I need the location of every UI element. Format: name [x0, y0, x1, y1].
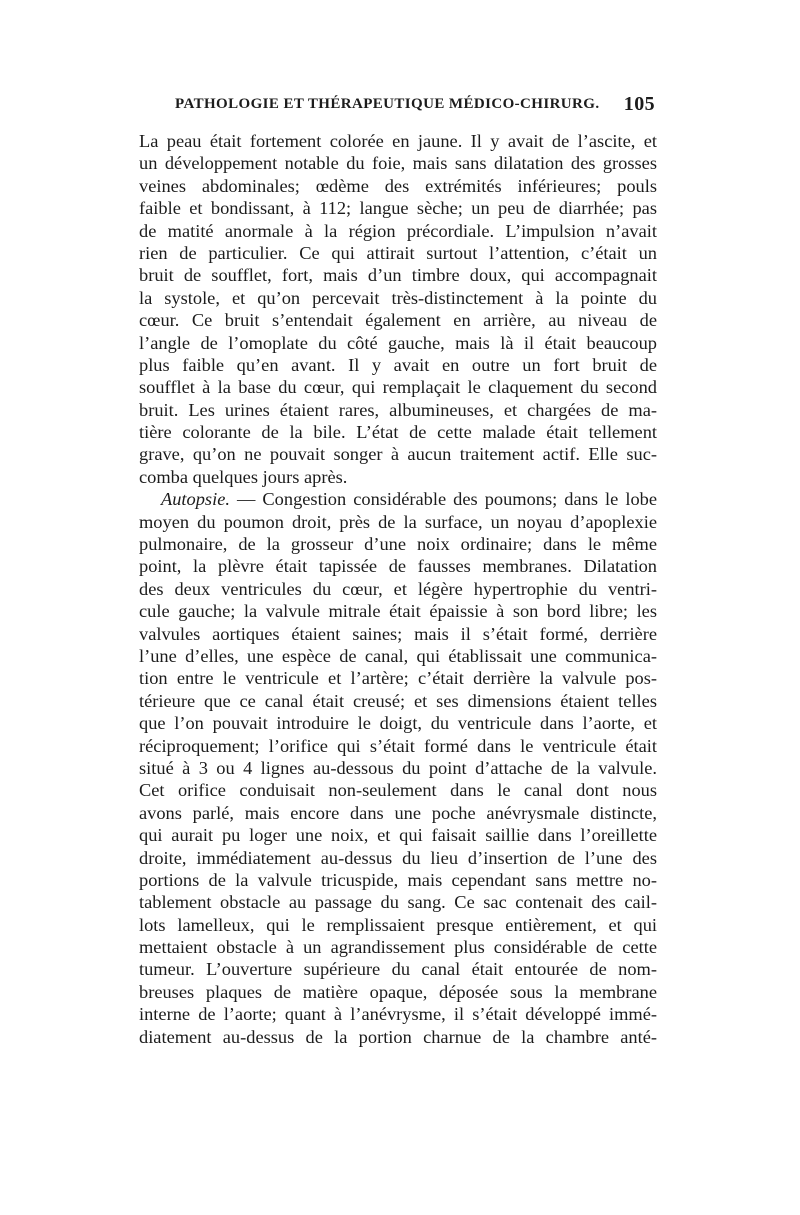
text-line: la systole, et qu’on percevait très-distinctement à la pointe du [139, 287, 657, 308]
text-line: réciproquement; l’orifice qui s’était formé dans le ventricule était [139, 735, 657, 756]
text-line: lots lamelleux, qui le remplissaient presque entièrement, et qui [139, 914, 657, 935]
text-line: Cet orifice conduisait non-seulement dans le canal dont nous [139, 780, 657, 801]
text-line: breuses plaques de matière opaque, déposée sous la membrane [139, 981, 657, 1002]
text-line: point, la plèvre était tapissée de fausses membranes. Dilatation [139, 556, 657, 577]
text-line: un développement notable du foie, mais sans dilatation des grosses [139, 153, 657, 174]
text-span: — Congestion considérable des poumons; dans le lobe [229, 489, 657, 510]
text-line: pulmonaire, de la grosseur d’une noix ordinaire; dans le même [139, 534, 657, 555]
text-line: l’une d’elles, une espèce de canal, qui établissait une communica- [139, 645, 657, 666]
text-line: tumeur. L’ouverture supérieure du canal était entourée de nom- [139, 959, 657, 980]
text-line: tière colorante de la bile. L’état de cette malade était tellement [139, 422, 657, 443]
text-line: tion entre le ventricule et l’artère; c’était derrière la valvule pos- [139, 668, 657, 689]
text-line: des deux ventricules du cœur, et légère hypertrophie du ventri- [139, 578, 657, 599]
text-line: soufflet à la base du cœur, qui remplaçait le claquement du second [139, 377, 657, 398]
text-line: La peau était fortement colorée en jaune. Il y avait de l’ascite, et [139, 131, 657, 151]
text-line: bruit. Les urines étaient rares, albumineuses, et chargées de ma- [139, 399, 657, 420]
text-line: interne de l’aorte; quant à l’anévrysme, il s’était développé immé- [139, 1004, 657, 1025]
text-line: rien de particulier. Ce qui attirait surtout l’attention, c’était un [139, 242, 657, 263]
text-line: valvules aortiques étaient saines; mais il s’était formé, derrière [139, 623, 657, 644]
text-line: grave, qu’on ne pouvait songer à aucun traitement actif. Elle suc- [139, 444, 657, 465]
text-line: moyen du poumon droit, près de la surface, un noyau d’apoplexie [139, 511, 657, 532]
section-title: Autopsie. [161, 489, 230, 510]
text-line: droite, immédiatement au-dessus du lieu d’insertion de l’une des [139, 847, 657, 868]
running-header [175, 93, 655, 120]
text-line: mettaient obstacle à un agrandissement plus considérable de cette [139, 937, 657, 958]
text-line: l’angle de l’omoplate du côté gauche, mais là il était beaucoup [139, 332, 657, 353]
text-line: cule gauche; la valvule mitrale était épaissie à son bord libre; les [139, 601, 657, 622]
text-line: bruit de soufflet, fort, mais d’un timbre doux, qui accompagnait [139, 265, 657, 286]
text-line: de matité anormale à la région précordiale. L’impulsion n’avait [139, 220, 657, 241]
text-line: cœur. Ce bruit s’entendait également en arrière, au niveau de [139, 310, 657, 331]
text-line: qui aurait pu loger une noix, et qui faisait saillie dans l’oreillette [139, 825, 657, 846]
text-line: faible et bondissant, à 112; langue sèche; un peu de diarrhée; pas [139, 198, 657, 219]
page-number: 105 [623, 93, 655, 115]
text-line: veines abdominales; œdème des extrémités inférieures; pouls [139, 175, 657, 196]
text-line: situé à 3 ou 4 lignes au-dessous du point d’attache de la valvule. [139, 757, 657, 778]
text-line: que l’on pouvait introduire le doigt, du ventricule dans l’aorte, et [139, 713, 657, 734]
text-line: diatement au-dessus de la portion charnue de la chambre anté- [139, 1026, 657, 1047]
body-text [139, 130, 657, 1048]
text-line: comba quelques jours après. [139, 466, 348, 487]
text-line: avons parlé, mais encore dans une poche anévrysmale distincte, [139, 802, 657, 823]
text-line: portions de la valvule tricuspide, mais cependant sans mettre no- [139, 869, 657, 890]
text-line: plus faible qu’en avant. Il y avait en outre un fort bruit de [139, 354, 657, 375]
section-first-line [139, 488, 657, 510]
text-line: tablement obstacle au passage du sang. Ce sac contenait des cail- [139, 892, 657, 913]
running-title: PATHOLOGIE ET THÉRAPEUTIQUE MÉDICO-CHIRURG. [175, 96, 600, 112]
text-line: térieure que ce canal était creusé; et ses dimensions étaient telles [139, 690, 657, 711]
